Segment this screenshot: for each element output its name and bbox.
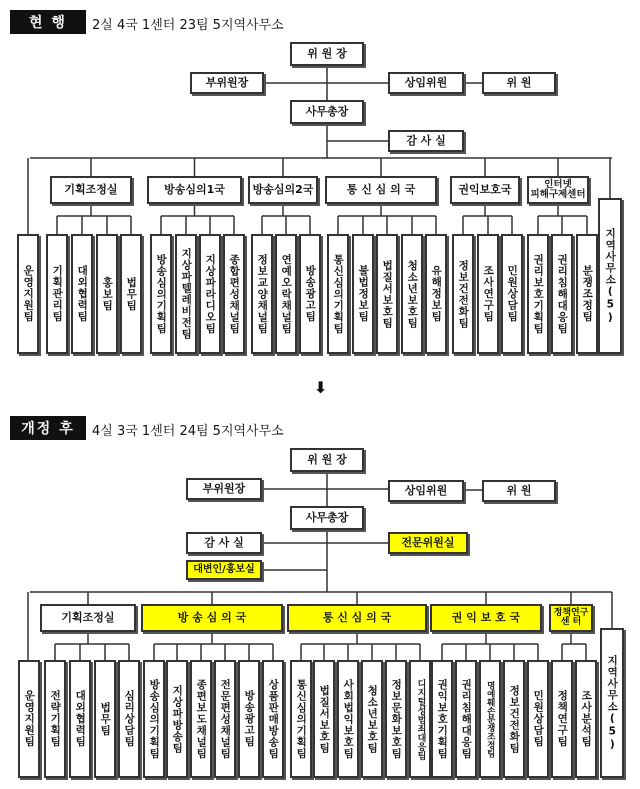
revised-team	[431, 660, 453, 778]
current-team	[401, 234, 423, 354]
team-label: 대외협력팀	[74, 690, 87, 748]
team-label: 법무팀	[99, 701, 112, 737]
revised-team	[527, 660, 549, 778]
current-team	[352, 234, 374, 354]
revised-team	[409, 660, 431, 778]
team-label: 통신심의기획팀	[332, 253, 345, 335]
team-label: 사회법익보호팀	[342, 678, 355, 760]
team-label: 권리침해대응팀	[556, 253, 569, 335]
current-team	[527, 234, 549, 354]
current-department: 권익보호국	[450, 176, 520, 204]
revised-spokesperson: 대변인/홍보실	[186, 560, 262, 580]
team-label: 권리침해대응팀	[460, 678, 473, 760]
team-label: 권리보호기획팀	[532, 253, 545, 335]
team-label: 법질서보호팀	[381, 259, 394, 329]
revised-team	[337, 660, 359, 778]
team-label: 민원상담팀	[506, 265, 519, 323]
arrow-down-icon: ⬇	[314, 378, 328, 397]
current-department: 방송심의2국	[248, 176, 318, 204]
current-team	[327, 234, 349, 354]
team-label: 연예오락채널팀	[280, 253, 293, 335]
revised-member: 위 원	[482, 480, 556, 502]
team-label: 종편보도채널팀	[195, 678, 208, 760]
current-team	[71, 234, 93, 354]
team-label: 분쟁조정팀	[581, 265, 594, 323]
current-team	[576, 234, 598, 354]
revised-team	[479, 660, 501, 778]
team-label: 전략기획팀	[49, 690, 62, 748]
current-team	[251, 234, 273, 354]
team-label: 지상파라디오팀	[204, 253, 217, 335]
revised-summary: 4실 3국 1센터 24팀 5지역사무소	[92, 424, 284, 439]
revised-department: 방 송 심 의 국	[141, 604, 283, 632]
revised-vice-chair: 부위원장	[186, 478, 262, 500]
current-team	[376, 234, 398, 354]
team-label: 방송심의기획팀	[148, 678, 161, 760]
team-label: 정보건전화팀	[457, 259, 470, 329]
team-label: 유해정보팀	[430, 265, 443, 323]
team-label: 심리상담팀	[123, 690, 136, 748]
current-team	[551, 234, 573, 354]
revised-audit: 감 사 실	[186, 532, 262, 554]
current-team	[175, 234, 197, 354]
revised-team	[44, 660, 66, 778]
current-team	[275, 234, 297, 354]
current-team	[96, 234, 118, 354]
current-team	[425, 234, 447, 354]
team-label: 방송광고팀	[304, 265, 317, 323]
revised-department: 권 익 보 호 국	[430, 604, 542, 632]
revised-team	[214, 660, 236, 778]
team-label: 청소년보호팀	[366, 684, 379, 754]
team-label: 전문편성채널팀	[219, 678, 232, 760]
revised-team	[313, 660, 335, 778]
revised-team	[361, 660, 383, 778]
revised-team	[575, 660, 597, 778]
team-label: 조사연구팀	[482, 265, 495, 323]
revised-department: 기획조정실	[40, 604, 136, 632]
team-label: 방송심의기획팀	[155, 253, 168, 335]
current-team	[46, 234, 68, 354]
revised-expert-office: 전문위원실	[388, 532, 468, 554]
team-label: 정보문화보호팀	[390, 678, 403, 760]
revised-team	[238, 660, 260, 778]
team-label: 디지털성범죄대응팀	[415, 678, 426, 760]
revised-team	[551, 660, 573, 778]
current-department: 기획조정실	[50, 176, 132, 204]
revised-department: 정책연구 센 터	[549, 604, 593, 632]
team-label: 지역사무소(5)	[606, 654, 619, 752]
current-team	[477, 234, 499, 354]
revised-team	[143, 660, 165, 778]
team-label: 청소년보호팀	[406, 259, 419, 329]
team-label: 종합편성채널팀	[228, 253, 241, 335]
current-audit: 감 사 실	[388, 130, 464, 152]
revised-chair: 위 원 장	[290, 448, 364, 472]
current-team	[299, 234, 321, 354]
current-team	[199, 234, 221, 354]
revised-team	[18, 660, 40, 778]
current-member: 위 원	[482, 72, 556, 94]
team-label: 정책연구팀	[556, 690, 569, 748]
team-label: 법질서보호팀	[318, 684, 331, 754]
revised-team	[166, 660, 188, 778]
revised-team	[118, 660, 140, 778]
revised-team	[190, 660, 212, 778]
current-badge: 현 행	[10, 10, 86, 34]
current-team	[501, 234, 523, 354]
current-team	[223, 234, 245, 354]
current-regional-office	[598, 198, 622, 354]
revised-team	[503, 660, 525, 778]
current-team	[150, 234, 172, 354]
team-label: 명예훼손분쟁조정팀	[485, 680, 496, 758]
team-label: 지상파텔레비전팀	[180, 248, 193, 340]
revised-regional-office	[600, 628, 624, 778]
team-label: 지역사무소(5)	[604, 227, 617, 325]
current-department: 통 신 심 의 국	[325, 176, 437, 204]
revised-secretary-general: 사무총장	[290, 506, 364, 530]
team-label: 민원상담팀	[532, 690, 545, 748]
current-chair: 위 원 장	[290, 42, 364, 66]
team-label: 운영지원팀	[23, 690, 36, 748]
team-label: 홍보팀	[101, 276, 114, 312]
team-label: 통신심의기획팀	[295, 678, 308, 760]
team-label: 대외협력팀	[76, 265, 89, 323]
revised-badge: 개정 후	[10, 416, 86, 440]
team-label: 법무팀	[125, 276, 138, 312]
revised-department: 통 신 심 의 국	[287, 604, 427, 632]
team-label: 불법정보팀	[357, 265, 370, 323]
current-team	[17, 234, 39, 354]
team-label: 운영지원팀	[22, 265, 35, 323]
revised-team	[94, 660, 116, 778]
revised-team	[290, 660, 312, 778]
current-department: 방송심의1국	[147, 176, 242, 204]
team-label: 권익보호기획팀	[436, 678, 449, 760]
current-department: 인터넷 피해구제센터	[527, 176, 589, 204]
revised-standing-member: 상임위원	[388, 480, 464, 502]
current-secretary-general: 사무총장	[290, 100, 364, 124]
team-label: 방송광고팀	[243, 690, 256, 748]
team-label: 상품판매방송팀	[267, 678, 280, 760]
team-label: 기획관리팀	[51, 265, 64, 323]
team-label: 지상파방송팀	[171, 684, 184, 754]
revised-team	[69, 660, 91, 778]
revised-team	[455, 660, 477, 778]
current-summary: 2실 4국 1센터 23팀 5지역사무소	[92, 18, 284, 33]
team-label: 조사분석팀	[580, 690, 593, 748]
revised-team	[262, 660, 284, 778]
team-label: 정보건전화팀	[508, 684, 521, 754]
current-team	[120, 234, 142, 354]
revised-team	[385, 660, 407, 778]
current-team	[452, 234, 474, 354]
current-vice-chair: 부위원장	[190, 72, 264, 94]
team-label: 정보교양채널팀	[256, 253, 269, 335]
current-standing-member: 상임위원	[388, 72, 464, 94]
